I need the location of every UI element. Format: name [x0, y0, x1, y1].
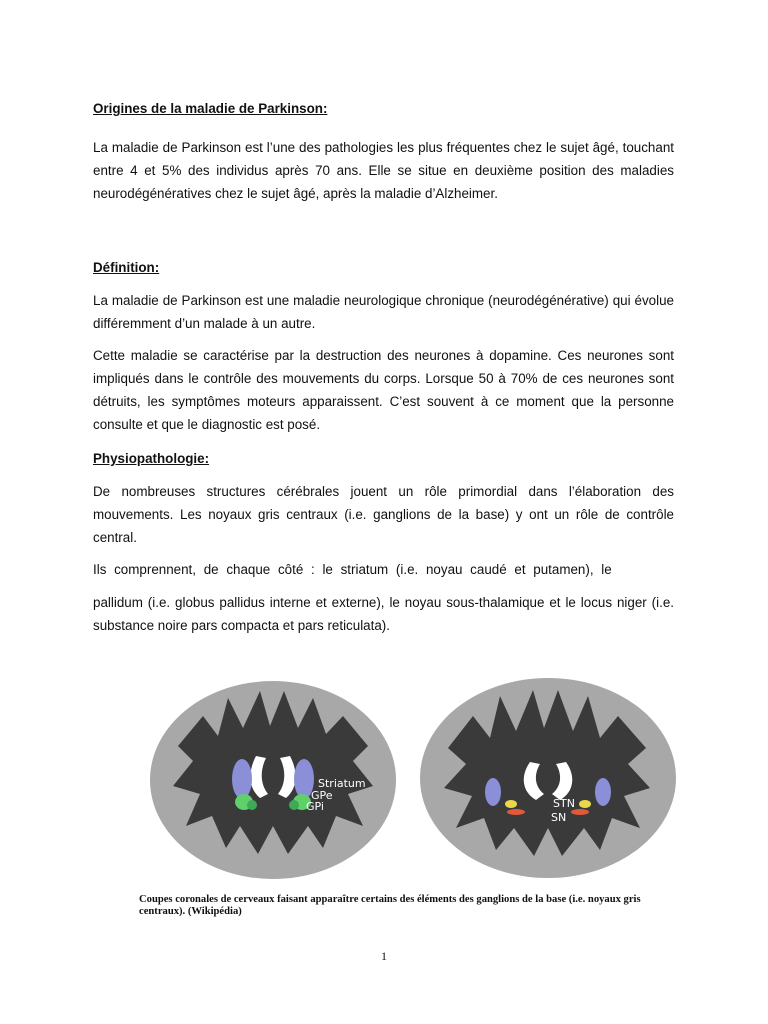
brain-coronal-sections-figure [148, 676, 678, 882]
label-gpe: GPe [311, 789, 333, 802]
label-sn: SN [551, 811, 567, 824]
label-gpi: GPi [306, 800, 324, 813]
left-brain-section [150, 681, 396, 879]
right-sn-left [507, 809, 525, 815]
left-gpi-left [247, 800, 257, 810]
right-striatum-left [485, 778, 501, 806]
label-stn: STN [553, 797, 575, 810]
page-number: 1 [381, 949, 387, 963]
left-striatum-left [232, 759, 252, 799]
right-stn-left [505, 800, 517, 808]
brain-sections-illustration [148, 676, 678, 882]
paragraph-definition-2: Cette maladie se caractérise par la destruction des neurones à dopamine. Ces neurones sont impliqués dans le contrôle des mouvements du corps. Lorsque 50 à 70% de ces neurones sont détruits, les symptômes moteurs apparaissent. C’est souvent à ce moment que la personne consulte et que le diagnostic est posé. [93, 348, 674, 432]
label-striatum: Striatum [318, 777, 366, 790]
right-striatum-right [595, 778, 611, 806]
heading-origines: Origines de la maladie de Parkinson: [93, 101, 328, 116]
right-stn-right [579, 800, 591, 808]
figure-caption: Coupes coronales de cerveaux faisant apparaître certains des éléments des ganglions de la base (i.e. noyaux gris centraux). (Wikipédia) [139, 894, 641, 917]
heading-physiopathologie: Physiopathologie: [93, 451, 210, 466]
paragraph-definition-1: La maladie de Parkinson est une maladie neurologique chronique (neurodégénérative) qui évolue différemment d’un malade à un autre. [93, 293, 674, 331]
paragraph-physio-1: De nombreuses structures cérébrales jouent un rôle primordial dans l’élaboration des mouvements. Les noyaux gris centraux (i.e. ganglions de la base) y ont un rôle de contrôle central. [93, 484, 674, 545]
paragraph-origines: La maladie de Parkinson est l’une des pathologies les plus fréquentes chez le sujet âgé, touchant entre 4 et 5% des individus après 70 ans. Elle se situe en deuxième position des maladies neurodégénératives chez le sujet âgé, après la maladie d’Alzheimer. [93, 140, 674, 201]
heading-definition: Définition: [93, 260, 160, 275]
right-brain-section [420, 678, 676, 878]
paragraph-physio-2: Ils comprennent, de chaque côté : le striatum (i.e. noyau caudé et putamen), le [93, 562, 612, 577]
left-gpi-right [289, 800, 299, 810]
paragraph-physio-3: pallidum (i.e. globus pallidus interne et externe), le noyau sous-thalamique et le locus niger (i.e. substance noire pars compacta et pars reticulata). [93, 595, 674, 633]
